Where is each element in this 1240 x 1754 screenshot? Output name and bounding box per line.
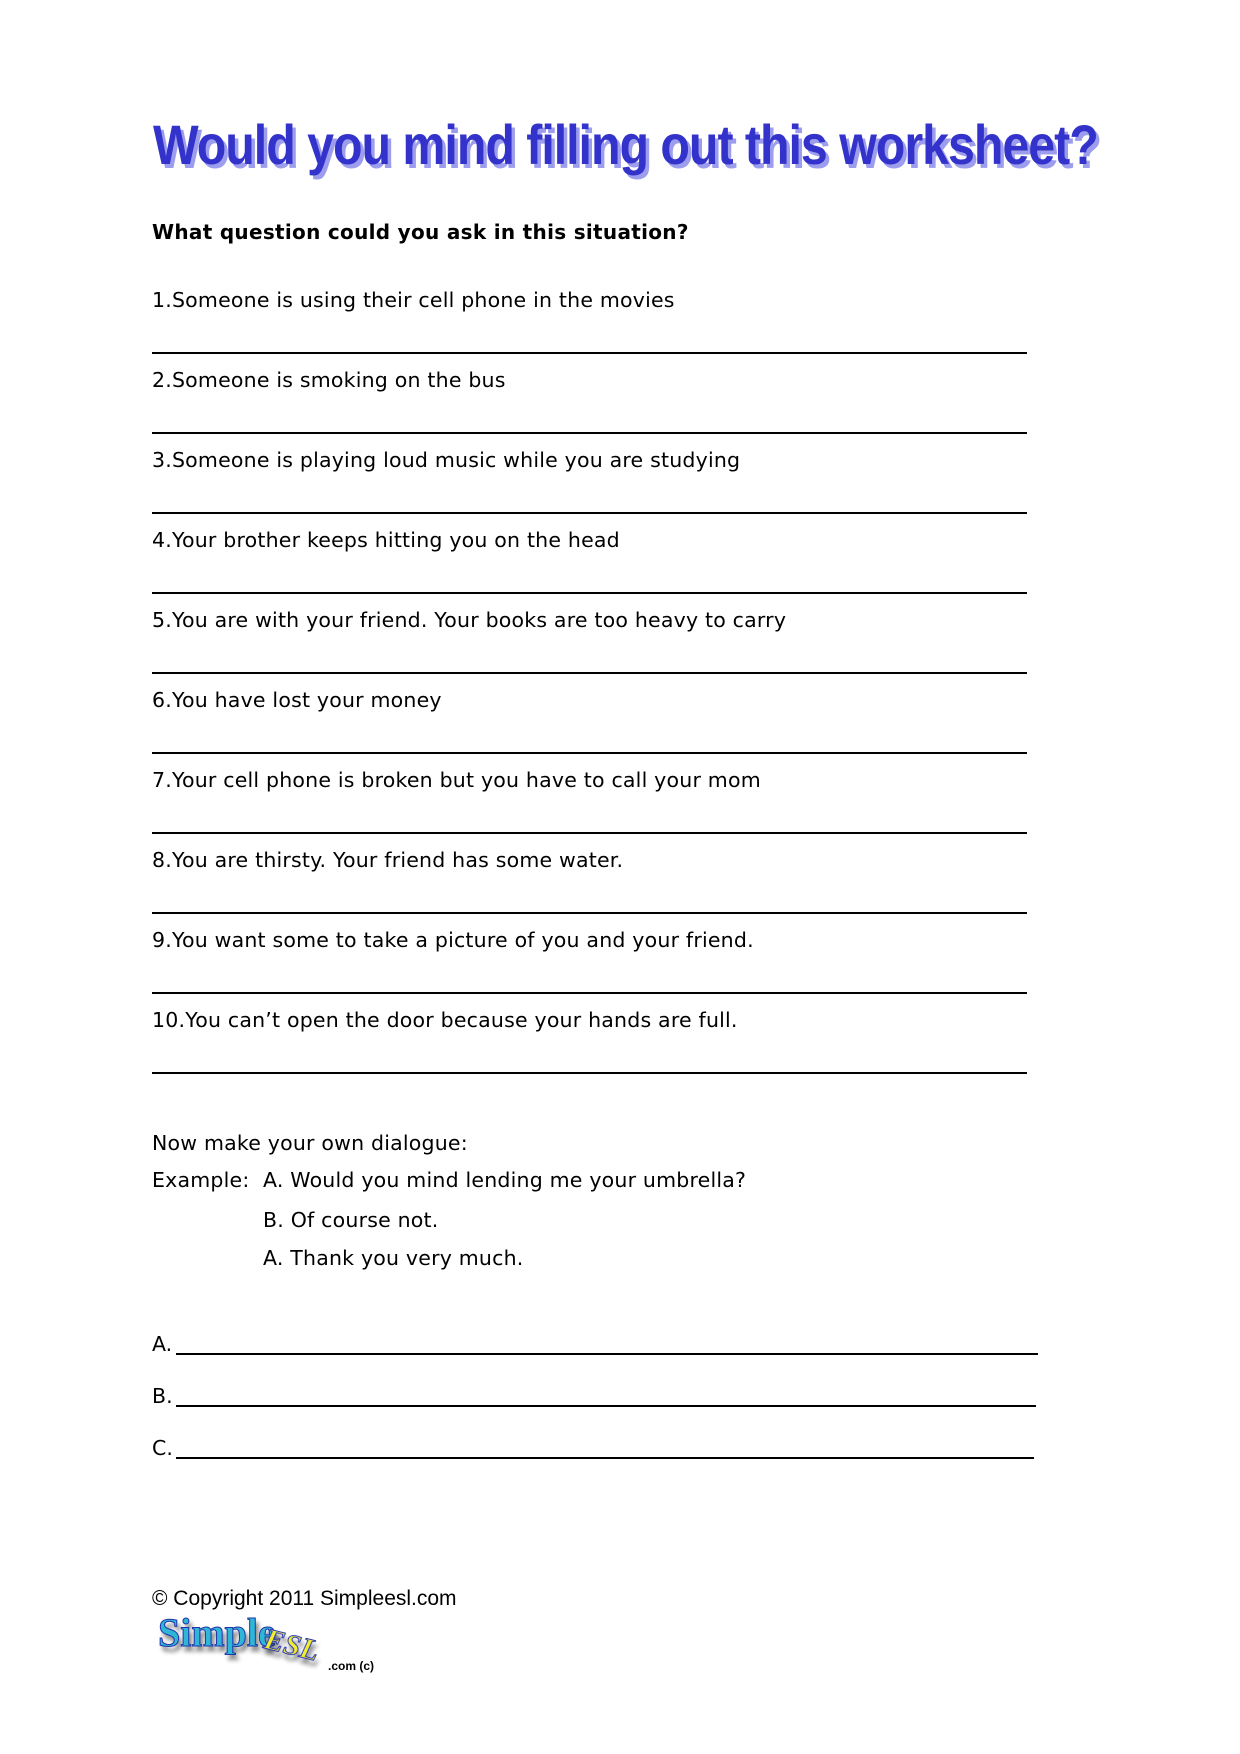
answer-line-a[interactable] — [176, 1353, 1038, 1355]
answer-line-c[interactable] — [176, 1457, 1034, 1459]
answer-line[interactable] — [152, 432, 1027, 434]
logo-dotcom-text: .com (c) — [328, 1659, 375, 1673]
worksheet-title: Would you mind filling out this worksheet? — [153, 113, 1098, 176]
answer-line[interactable] — [152, 752, 1027, 754]
example-label: Example: — [152, 1168, 250, 1192]
answer-line[interactable] — [152, 672, 1027, 674]
answer-line[interactable] — [152, 992, 1027, 994]
dialogue-intro: Now make your own dialogue: — [152, 1131, 468, 1155]
title-container — [153, 112, 1103, 182]
answer-label-b: B. — [152, 1384, 173, 1408]
example-line-b: B. Of course not. — [263, 1208, 439, 1232]
question-item: 5.You are with your friend. Your books are too heavy to carry — [152, 608, 787, 632]
answer-label-a: A. — [152, 1332, 173, 1356]
question-item: 2.Someone is smoking on the bus — [152, 368, 506, 392]
answer-label-c: C. — [152, 1436, 173, 1460]
instructions-heading: What question could you ask in this situation? — [152, 220, 689, 244]
question-item: 9.You want some to take a picture of you and your friend. — [152, 928, 754, 952]
answer-line[interactable] — [152, 592, 1027, 594]
answer-line[interactable] — [152, 1072, 1027, 1074]
question-item: 4.Your brother keeps hitting you on the head — [152, 528, 620, 552]
answer-line[interactable] — [152, 832, 1027, 834]
simpleesl-logo — [158, 1612, 398, 1676]
question-item: 7.Your cell phone is broken but you have to call your mom — [152, 768, 761, 792]
copyright-notice: © Copyright 2011 Simpleesl.com — [152, 1587, 457, 1610]
example-line-a2: A. Thank you very much. — [263, 1246, 524, 1270]
answer-line[interactable] — [152, 912, 1027, 914]
example-line-a: A. Would you mind lending me your umbrella? — [263, 1168, 747, 1192]
logo-simple-text: Simple — [158, 1612, 276, 1655]
answer-line[interactable] — [152, 512, 1027, 514]
question-item: 8.You are thirsty. Your friend has some water. — [152, 848, 624, 872]
logo-graphic — [158, 1612, 398, 1676]
answer-line-b[interactable] — [176, 1405, 1036, 1407]
question-item: 6.You have lost your money — [152, 688, 442, 712]
logo-esl-text: ESL — [260, 1622, 323, 1668]
question-item: 3.Someone is playing loud music while you are studying — [152, 448, 741, 472]
question-item: 1.Someone is using their cell phone in the movies — [152, 288, 675, 312]
answer-line[interactable] — [152, 352, 1027, 354]
question-item: 10.You can’t open the door because your hands are full. — [152, 1008, 738, 1032]
